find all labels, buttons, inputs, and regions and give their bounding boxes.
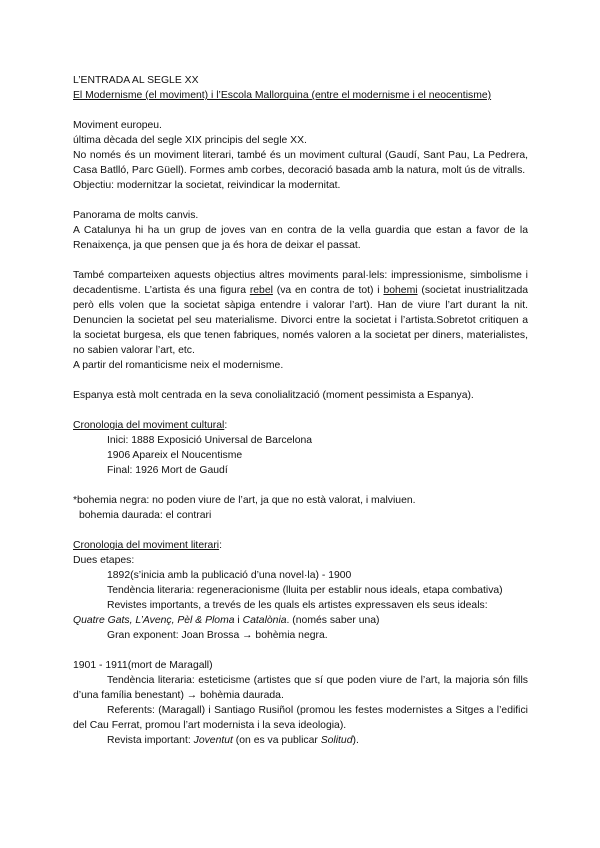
etapa1-exponent: Gran exponent: Joan Brossa → bohèmia negra. bbox=[107, 630, 328, 641]
cultural-item: 1906 Apareix el Noucentisme bbox=[107, 450, 243, 461]
para1-line3: No només és un moviment literari, també és un moviment cultural (Gaudí, Sant Pau, La Pedrera, Casa Batlló, Parc Güell). Formes amb corbes, decoració basada amb la natura, molt ús de vitralls. bbox=[73, 150, 528, 176]
para1-line2: última dècada del segle XIX principis del segle XX. bbox=[73, 135, 307, 146]
etapa1-revistes-names: Quatre Gats, L’Avenç, Pèl & Ploma i Catalònia. (només saber una) bbox=[73, 615, 380, 626]
para2-line2: A Catalunya hi ha un grup de joves van en contra de la vella guardia que estan a favor de la Renaixença, ja que pensen que ja és hora de deixar el passat. bbox=[73, 225, 528, 251]
etapa2-tendencia: Tendència literaria: esteticisme (artistes que sí que poden viure de l’art, la majoria són fills d’una família benestant) → bohèmia daurada. bbox=[73, 675, 528, 701]
para2-line1: Panorama de molts canvis. bbox=[73, 210, 199, 221]
doc-title: L’ENTRADA AL SEGLE XX bbox=[73, 75, 199, 86]
literari-dues: Dues etapes: bbox=[73, 555, 135, 566]
cultural-item: Inici: 1888 Exposició Universal de Barcelona bbox=[107, 435, 313, 446]
document-page bbox=[73, 73, 528, 748]
para1-line1: Moviment europeu. bbox=[73, 120, 162, 131]
cultural-item: Final: 1926 Mort de Gaudí bbox=[107, 465, 228, 476]
term-bohemi: bohemi bbox=[383, 285, 418, 296]
para1-line4: Objectiu: modernitzar la societat, reivindicar la modernitat. bbox=[73, 180, 341, 191]
etapa2-referents: Referents: (Maragall) i Santiago Rusiñol (promou les festes modernistes a Sitges a l’edifici del Cau Ferrat, promou l’art modernista i la seva ideologia). bbox=[73, 705, 528, 731]
etapa2-revista: Revista important: Joventut (on es va publicar Solitud). bbox=[107, 735, 359, 746]
literari-heading: Cronologia del moviment literari: bbox=[73, 540, 222, 551]
cultural-heading: Cronologia del moviment cultural: bbox=[73, 420, 228, 431]
etapa1-revistes: Revistes importants, a trevés de les quals els artistes expressaven els seus ideals: bbox=[107, 600, 488, 611]
term-rebel: rebel bbox=[249, 285, 273, 296]
para3: També comparteixen aquests objectius altres moviments paral·lels: impressionisme, simbolisme i decadentisme. L’artista és una figura rebel (va en contra de tot) i bohemi (societat inustrialitzada però ells volen que la societat sàpiga entendre i valorar l’art). Han de viure l’art durant la nit. Denuncien la societat pel seu materialisme. Divorci entre la societat i l’artista.Sobretot critiquen a la societat burgesa, els que tenen fabriques, només valoren a la societat per diners, materialistes, no sabien valorar l’art, etc. bbox=[73, 270, 528, 356]
para4: Espanya està molt centrada en la seva conolialització (moment pessimista a Espanya). bbox=[73, 390, 474, 401]
note-line2: bohemia daurada: el contrari bbox=[79, 510, 212, 521]
etapa1-tendencia: Tendència literaria: regeneracionisme (lluita per establir nous ideals, etapa combativa) bbox=[107, 585, 503, 596]
etapa2-date: 1901 - 1911(mort de Maragall) bbox=[73, 660, 213, 671]
note-line1: *bohemia negra: no poden viure de l’art, ja que no està valorat, i malviuen. bbox=[73, 495, 416, 506]
doc-subtitle: El Modernisme (el moviment) i l’Escola Mallorquina (entre el modernisme i el neocentisme) bbox=[73, 90, 492, 101]
etapa1-date: 1892(s’inicia amb la publicació d’una novel·la) - 1900 bbox=[107, 570, 352, 581]
para3-end: A partir del romanticisme neix el modernisme. bbox=[73, 360, 284, 371]
